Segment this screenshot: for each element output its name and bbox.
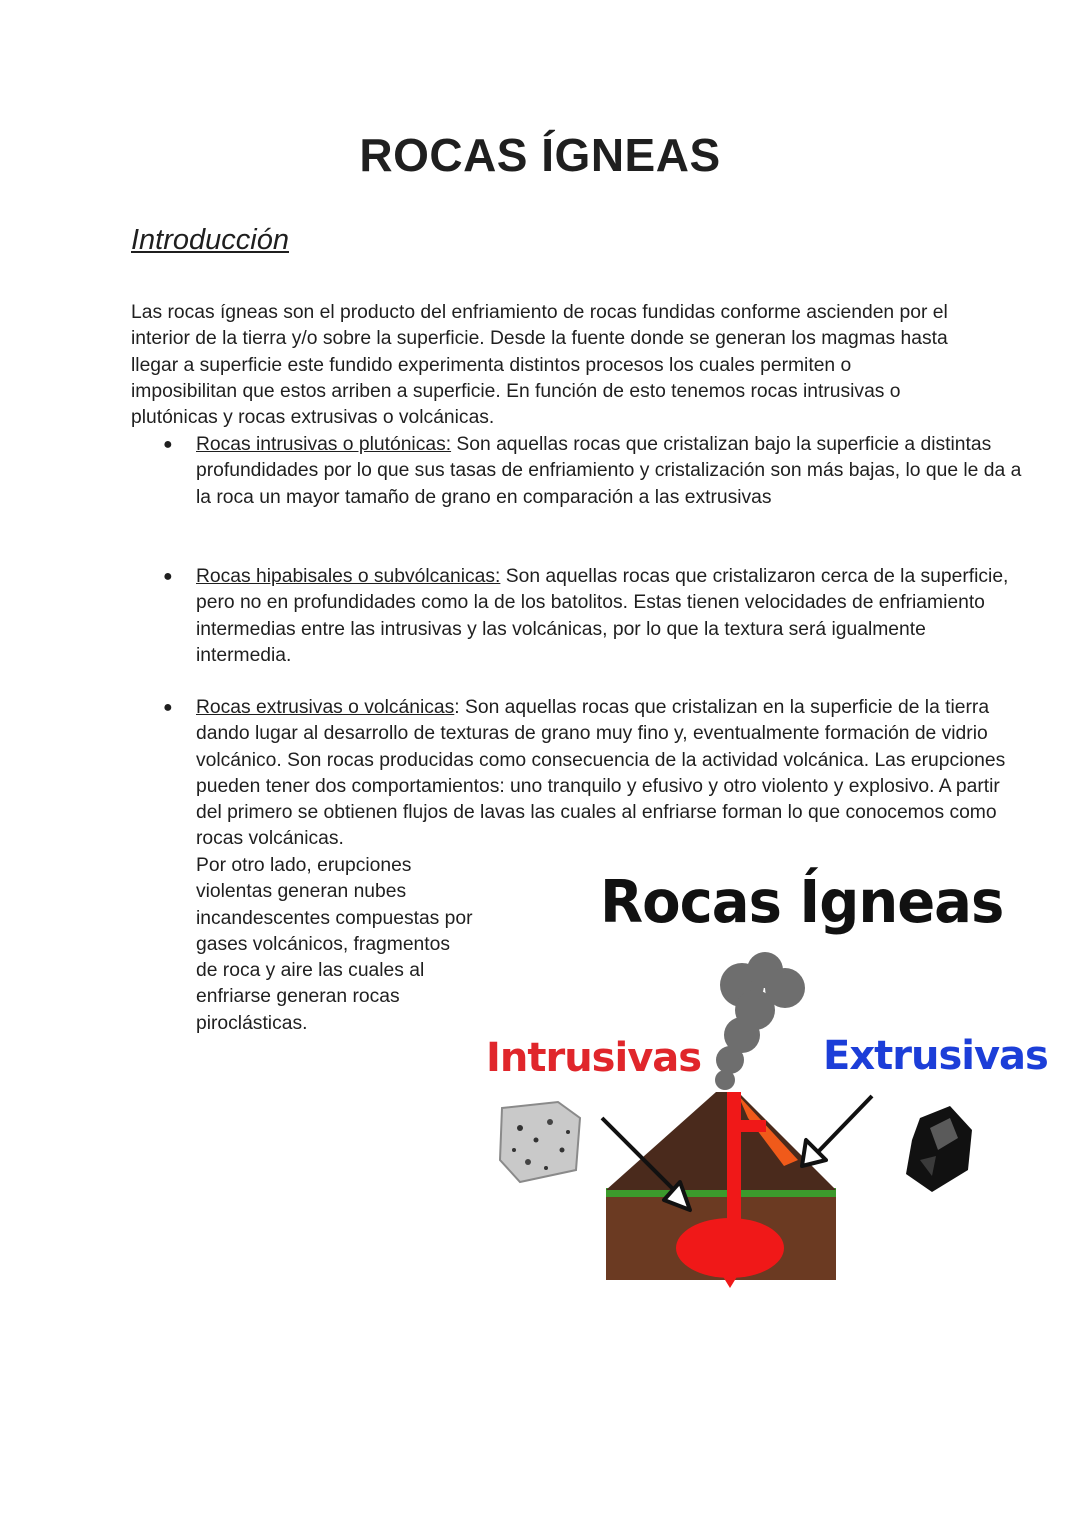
figure-title: Rocas Ígneas xyxy=(600,868,1004,937)
term-hipabisales: Rocas hipabisales o subvólcanicas: xyxy=(196,566,501,587)
label-intrusivas: Intrusivas xyxy=(486,1035,702,1081)
desc-hipabisales: Son aquellas rocas que cristalizaron cerca de la superficie, pero no en profundidades como la de los batolitos. Estas tienen velocidades de enfriamiento intermedias entre las intrusivas y las volcánicas, por lo que la textura será igualmente intermedia. xyxy=(196,566,1009,666)
list-item-hipabisales xyxy=(131,564,1026,669)
desc-intrusivas: Son aquellas rocas que cristalizan bajo la superficie a distintas profundidades por lo que sus tasas de enfriamiento y cristalización son más bajas, lo que le da a la roca un mayor tamaño de grano en comparación a las extrusivas xyxy=(196,434,1022,508)
list-item-extrusivas xyxy=(131,695,1026,853)
igneous-rocks-figure xyxy=(480,868,1048,1290)
bullet-dot: ● xyxy=(163,699,173,716)
bullet-dot: ● xyxy=(163,568,173,585)
intro-paragraph: Las rocas ígneas son el producto del enfriamiento de rocas fundidas conforme ascienden por el interior de la tierra y/o sobre la superficie. Desde la fuente donde se generan los magmas hasta llegar a superficie este fundido experimenta distintos procesos los cuales permiten o imposibilitan que estos arriben a superficie. En función de esto tenemos rocas intrusivas o plutónicas y rocas extrusivas o volcánicas. xyxy=(131,302,948,429)
label-extrusivas: Extrusivas xyxy=(823,1033,1048,1079)
granite-rock-icon xyxy=(500,1102,580,1182)
smoke-icon xyxy=(715,952,805,1090)
desc-extrusivas: : Son aquellas rocas que cristalizan en la superficie de la tierra dando lugar al desarrollo de texturas de grano muy fino y, eventualmente formación de vidrio volcánico. Son rocas producidas como consecuencia de la actividad volcánica. Las erupciones pueden tener dos comportamientos: uno tranquilo y efusivo y otro violento y explosivo. A partir del primero se obtienen flujos de lavas las cuales al enfriarse forman lo que conocemos como rocas volcánicas. xyxy=(196,697,1006,850)
term-intrusivas: Rocas intrusivas o plutónicas: xyxy=(196,434,452,455)
page-title: ROCAS ÍGNEAS xyxy=(359,129,721,181)
term-extrusivas: Rocas extrusivas o volcánicas xyxy=(196,697,455,718)
list-item-intrusivas xyxy=(131,432,1026,511)
bullet-dot: ● xyxy=(163,436,173,453)
section-heading-introduccion: Introducción xyxy=(131,224,289,256)
extrusivas-continuation: Por otro lado, erupciones violentas generan nubes incandescentes compuestas por gases volcánicos, fragmentos de roca y aire las cuales al enfriarse generan rocas piroclásticas. xyxy=(196,855,473,1034)
obsidian-rock-icon xyxy=(906,1106,972,1192)
